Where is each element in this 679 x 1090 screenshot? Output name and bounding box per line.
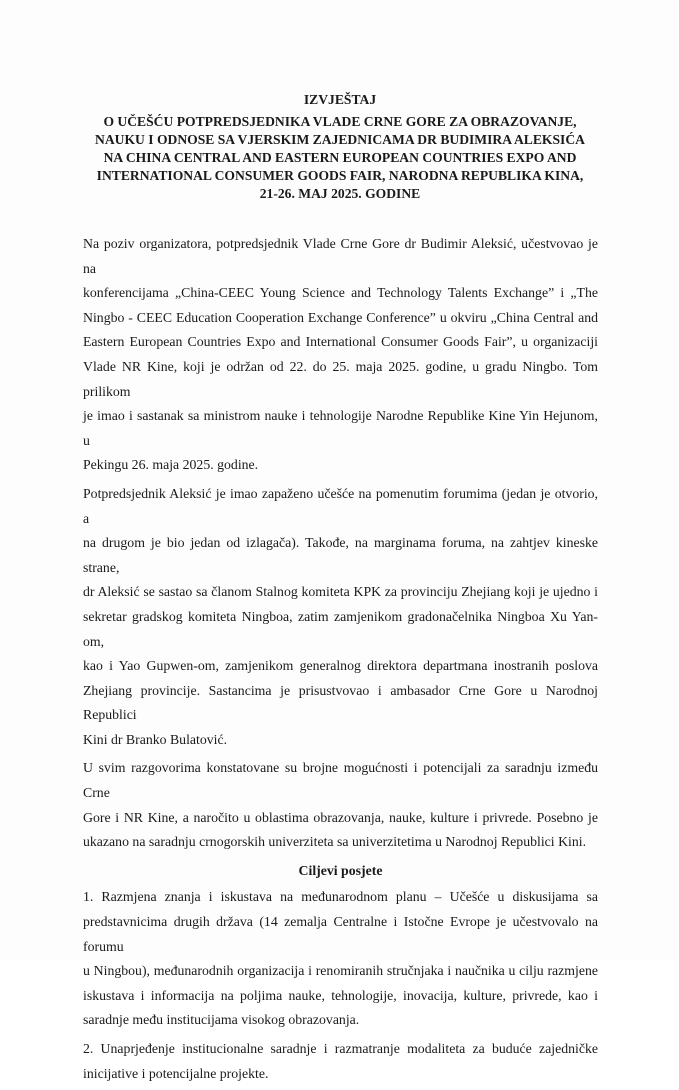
text-line: Eastern European Countries Expo and International Consumer Goods Fair”, u organizaciji bbox=[83, 334, 598, 350]
text-line: U svim razgovorima konstatovane su brojne mogućnosti i potencijali za saradnju između Crne bbox=[83, 760, 598, 801]
text-line: Kini dr Branko Bulatović. bbox=[83, 731, 228, 747]
document-title: IZVJEŠTAJ bbox=[303, 92, 377, 107]
subtitle-line: INTERNATIONAL CONSUMER GOODS FAIR, NARODNA REPUBLIKA KINA, bbox=[96, 168, 584, 183]
title-block bbox=[60, 91, 620, 203]
text-line: dr Aleksić se sastao sa članom Stalnog komiteta KPK za provinciju Zhejiang koji je ujedno i bbox=[83, 584, 598, 600]
text-line: predstavnicima drugih država (14 zemalja Centralne i Istočne Evrope je učestvovalo na forumu bbox=[83, 914, 598, 954]
document-subtitle bbox=[60, 113, 620, 203]
intro-paragraphs bbox=[83, 232, 598, 855]
text-line: na drugom je bio jedan od izlagača). Takođe, na marginama foruma, na zahtjev kineske strane, bbox=[83, 535, 598, 575]
goal-item bbox=[83, 885, 598, 1033]
text-line: 1. Razmjena znanja i iskustava na međunarodnom planu – Učešće u diskusijama sa bbox=[83, 889, 598, 905]
text-line: sekretar gradskog komiteta Ningboa, zatim zamjenikom gradonačelnika Ningboa Xu Yan-om, bbox=[83, 608, 598, 649]
subtitle-line: O UČEŠĆU POTPREDSJEDNIKA VLADE CRNE GORE ZA OBRAZOVANJE, bbox=[103, 114, 577, 129]
text-line: inicijative i potencijalne projekte. bbox=[83, 1065, 269, 1081]
goals-list bbox=[83, 885, 598, 1086]
text-line: Vlade NR Kine, koji je održan od 22. do 25. maja 2025. godine, u gradu Ningbo. Tom prilikom bbox=[83, 358, 598, 399]
paragraph bbox=[83, 482, 598, 753]
text-line: Gore i NR Kine, a naročito u oblastima obrazovanja, nauke, kulture i privrede. Posebno je bbox=[83, 809, 598, 825]
text-line: je imao i sastanak sa ministrom nauke i tehnologije Narodne Republike Kine Yin Hejunom, u bbox=[83, 408, 598, 448]
goal-item bbox=[83, 1037, 598, 1086]
subtitle-line: NA CHINA CENTRAL AND EASTERN EUROPEAN COUNTRIES EXPO AND bbox=[103, 150, 577, 165]
text-line: Pekingu 26. maja 2025. godine. bbox=[83, 457, 259, 473]
text-line: ukazano na saradnju crnogorskih univerziteta sa univerzitetima u Narodnoj Republici Kini. bbox=[83, 834, 587, 850]
paragraph bbox=[83, 232, 598, 478]
text-line: saradnje među institucijama visokog obrazovanja. bbox=[83, 1012, 360, 1028]
text-line: 2. Unaprjeđenje institucionalne saradnje i razmatranje modaliteta za buduće zajedničke bbox=[83, 1041, 598, 1056]
text-line: u Ningbou), međunarodnih organizacija i renomiranih stručnjaka i naučnika u cilju razmjene bbox=[83, 963, 598, 979]
text-line: Potpredsjednik Aleksić je imao zapaženo učešće na pomenutim forumima (jedan je otvorio, a bbox=[83, 485, 598, 526]
text-line: Na poziv organizatora, potpredsjednik Vlade Crne Gore dr Budimir Aleksić, učestvovao je na bbox=[83, 236, 598, 276]
text-line: konferencijama „China-CEEC Young Science and Technology Talents Exchange” i „The bbox=[83, 285, 598, 301]
text-line: iskustava i informacija na poljima nauke, tehnologije, inovacija, kulture, privrede, kao i bbox=[83, 987, 598, 1003]
subtitle-line: NAUKU I ODNOSE SA VJERSKIM ZAJEDNICAMA DR BUDIMIRA ALEKSIĆA bbox=[95, 132, 585, 147]
text-line: Ningbo - CEEC Education Cooperation Exchange Conference” u okviru „China Central and bbox=[83, 309, 598, 325]
text-line: Zhejiang provincije. Sastancima je prisustvovao i ambasador Crne Gore u Narodnoj Republici bbox=[83, 682, 598, 723]
section-heading: Ciljevi posjete bbox=[298, 862, 383, 878]
subtitle-line: 21-26. MAJ 2025. GODINE bbox=[259, 186, 421, 201]
paragraph bbox=[83, 756, 598, 854]
document-body bbox=[83, 232, 598, 1090]
text-line: kao i Yao Gupwen-om, zamjenikom generalnog direktora departmana inostranih poslova bbox=[83, 658, 598, 674]
